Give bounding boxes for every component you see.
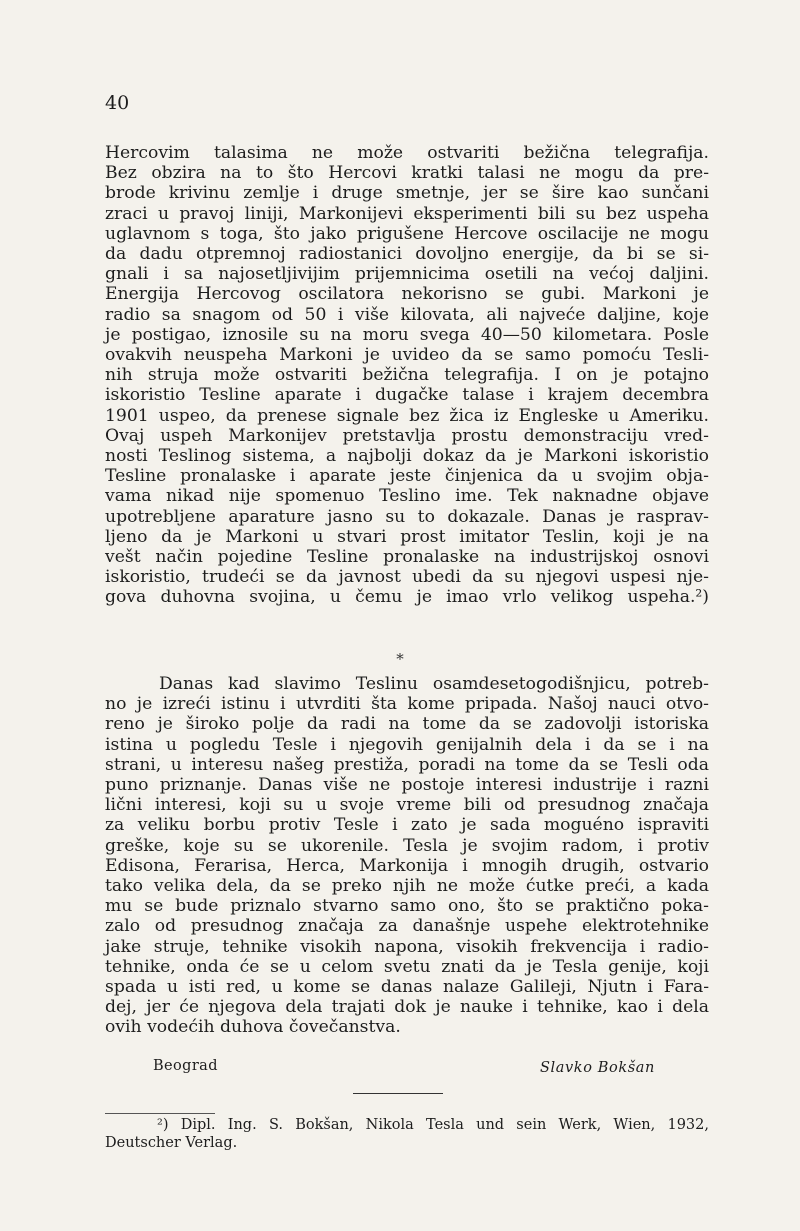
text-line: dej, jer će njegova dela trajati dok je nauke i tehnike, kao i dela bbox=[105, 997, 709, 1018]
text-line: puno priznanje. Danas više ne postoje interesi industrije i razni bbox=[105, 775, 709, 796]
text-line: za veliku borbu protiv Tesle i zato je sada moguéno ispraviti bbox=[105, 815, 709, 836]
text-line: spada u isti red, u kome se danas nalaze Galileji, Njutn i Fara- bbox=[105, 977, 709, 998]
text-line: gova duhovna svojina, u čemu je imao vrlo velikog uspeha.²) bbox=[105, 587, 709, 608]
text-line: radio sa snagom od 50 i više kilovata, ali najveće daljine, koje bbox=[105, 304, 709, 325]
text-line: nih struja može ostvariti bežična telegrafija. I on je potajno bbox=[105, 365, 709, 386]
text-line: Ovaj uspeh Markonijev pretstavlja prostu demonstraciju vred- bbox=[105, 425, 709, 446]
text-line: zraci u pravoj liniji, Markonijevi eksperimenti bili su bez uspeha bbox=[105, 203, 709, 224]
text-line: da dadu otpremnoj radiostanici dovoljno energije, da bi se si- bbox=[105, 244, 709, 265]
text-line: mu se bude priznalo stvarno samo ono, što se praktično poka- bbox=[105, 896, 709, 917]
end-divider-rule bbox=[353, 1093, 443, 1094]
footnote bbox=[105, 1116, 709, 1152]
text-line: nosti Teslinog sistema, a najbolji dokaz da je Markoni iskoristio bbox=[105, 446, 709, 467]
text-line: zalo od presudnog značaja za današnje uspehe elektrotehnike bbox=[105, 916, 709, 937]
text-line: Hercovim talasima ne može ostvariti bežična telegrafija. bbox=[105, 143, 709, 163]
text-line: je postigao, iznosile su na moru svega 40—50 kilometara. Posle bbox=[105, 324, 709, 345]
text-line: Danas kad slavimo Teslinu osamdesetogodišnjicu, potreb- bbox=[159, 674, 709, 694]
text-line: uglavnom s toga, što jako prigušene Hercove oscilacije ne mogu bbox=[105, 223, 709, 244]
text-line: vama nikad nije spomenuo Teslino ime. Tek naknadne objave bbox=[105, 486, 709, 507]
page-number: 40 bbox=[105, 92, 130, 114]
text-line: vešt način pojedine Tesline pronalaske na industrijskoj osnovi bbox=[105, 547, 709, 568]
text-line: lični interesi, koji su u svoje vreme bili od presudnog značaja bbox=[105, 795, 709, 816]
text-line: Edisona, Ferarisa, Herca, Markonija i mnogih drugih, ostvario bbox=[105, 855, 709, 876]
text-line: ljeno da je Markoni u stvari prost imitator Teslin, koji je na bbox=[105, 526, 709, 547]
signature-author: Slavko Bokšan bbox=[540, 1060, 655, 1076]
text-line: iskoristio, trudeći se da javnost ubedi da su njegovi uspesi nje- bbox=[105, 567, 709, 588]
text-line: greške, koje su se ukorenile. Tesla je svojim radom, i protiv bbox=[105, 835, 709, 856]
text-line: strani, u interesu našeg prestiža, poradi na tome da se Tesli oda bbox=[105, 754, 709, 775]
text-line: jake struje, tehnike visokih napona, visokih frekvencija i radio- bbox=[105, 936, 709, 957]
text-line: tehnike, onda će se u celom svetu znati da je Tesla genije, koji bbox=[105, 956, 709, 977]
text-line: Energija Hercovog oscilatora nekorisno se gubi. Markoni je bbox=[105, 284, 709, 305]
body-paragraph-2 bbox=[105, 674, 709, 1038]
text-line: gnali i sa najosetljivijim prijemnicima osetili na većoj daljini. bbox=[105, 264, 709, 285]
text-line: iskoristio Tesline aparate i dugačke talase i krajem decembra bbox=[105, 385, 709, 406]
footnote-line: Deutscher Verlag. bbox=[105, 1135, 238, 1151]
section-separator-asterisk: * bbox=[396, 650, 404, 668]
body-paragraph-1 bbox=[105, 143, 709, 608]
signature-place: Beograd bbox=[153, 1058, 218, 1074]
text-line: istina u pogledu Tesle i njegovih genijalnih dela i da se i na bbox=[105, 734, 709, 755]
text-line: 1901 uspeo, da prenese signale bez žica iz Engleske u Ameriku. bbox=[105, 405, 709, 426]
text-line: tako velika dela, da se preko njih ne može ćutke preći, a kada bbox=[105, 876, 709, 897]
text-line: Tesline pronalaske i aparate jeste činjenica da u svojim obja- bbox=[105, 466, 709, 487]
text-line: ovakvih neuspeha Markoni je uvideo da se samo pomoću Tesli- bbox=[105, 345, 709, 366]
footnote-line: ²) Dipl. Ing. S. Bokšan, Nikola Tesla und sein Werk, Wien, 1932, bbox=[157, 1117, 709, 1133]
text-line: brode krivinu zemlje i druge smetnje, jer se šire kao sunčani bbox=[105, 183, 709, 204]
text-line: upotrebljene aparature jasno su to dokazale. Danas je rasprav- bbox=[105, 506, 709, 527]
footnote-divider-rule bbox=[105, 1113, 215, 1114]
text-line: reno je široko polje da radi na tome da se zadovolji istoriska bbox=[105, 714, 709, 735]
text-line: Bez obzira na to što Hercovi kratki talasi ne mogu da pre- bbox=[105, 163, 709, 184]
text-line: ovih vodećih duhova čovečanstva. bbox=[105, 1017, 401, 1038]
text-line: no je izreći istinu i utvrditi šta kome pripada. Našoj nauci otvo- bbox=[105, 694, 709, 715]
